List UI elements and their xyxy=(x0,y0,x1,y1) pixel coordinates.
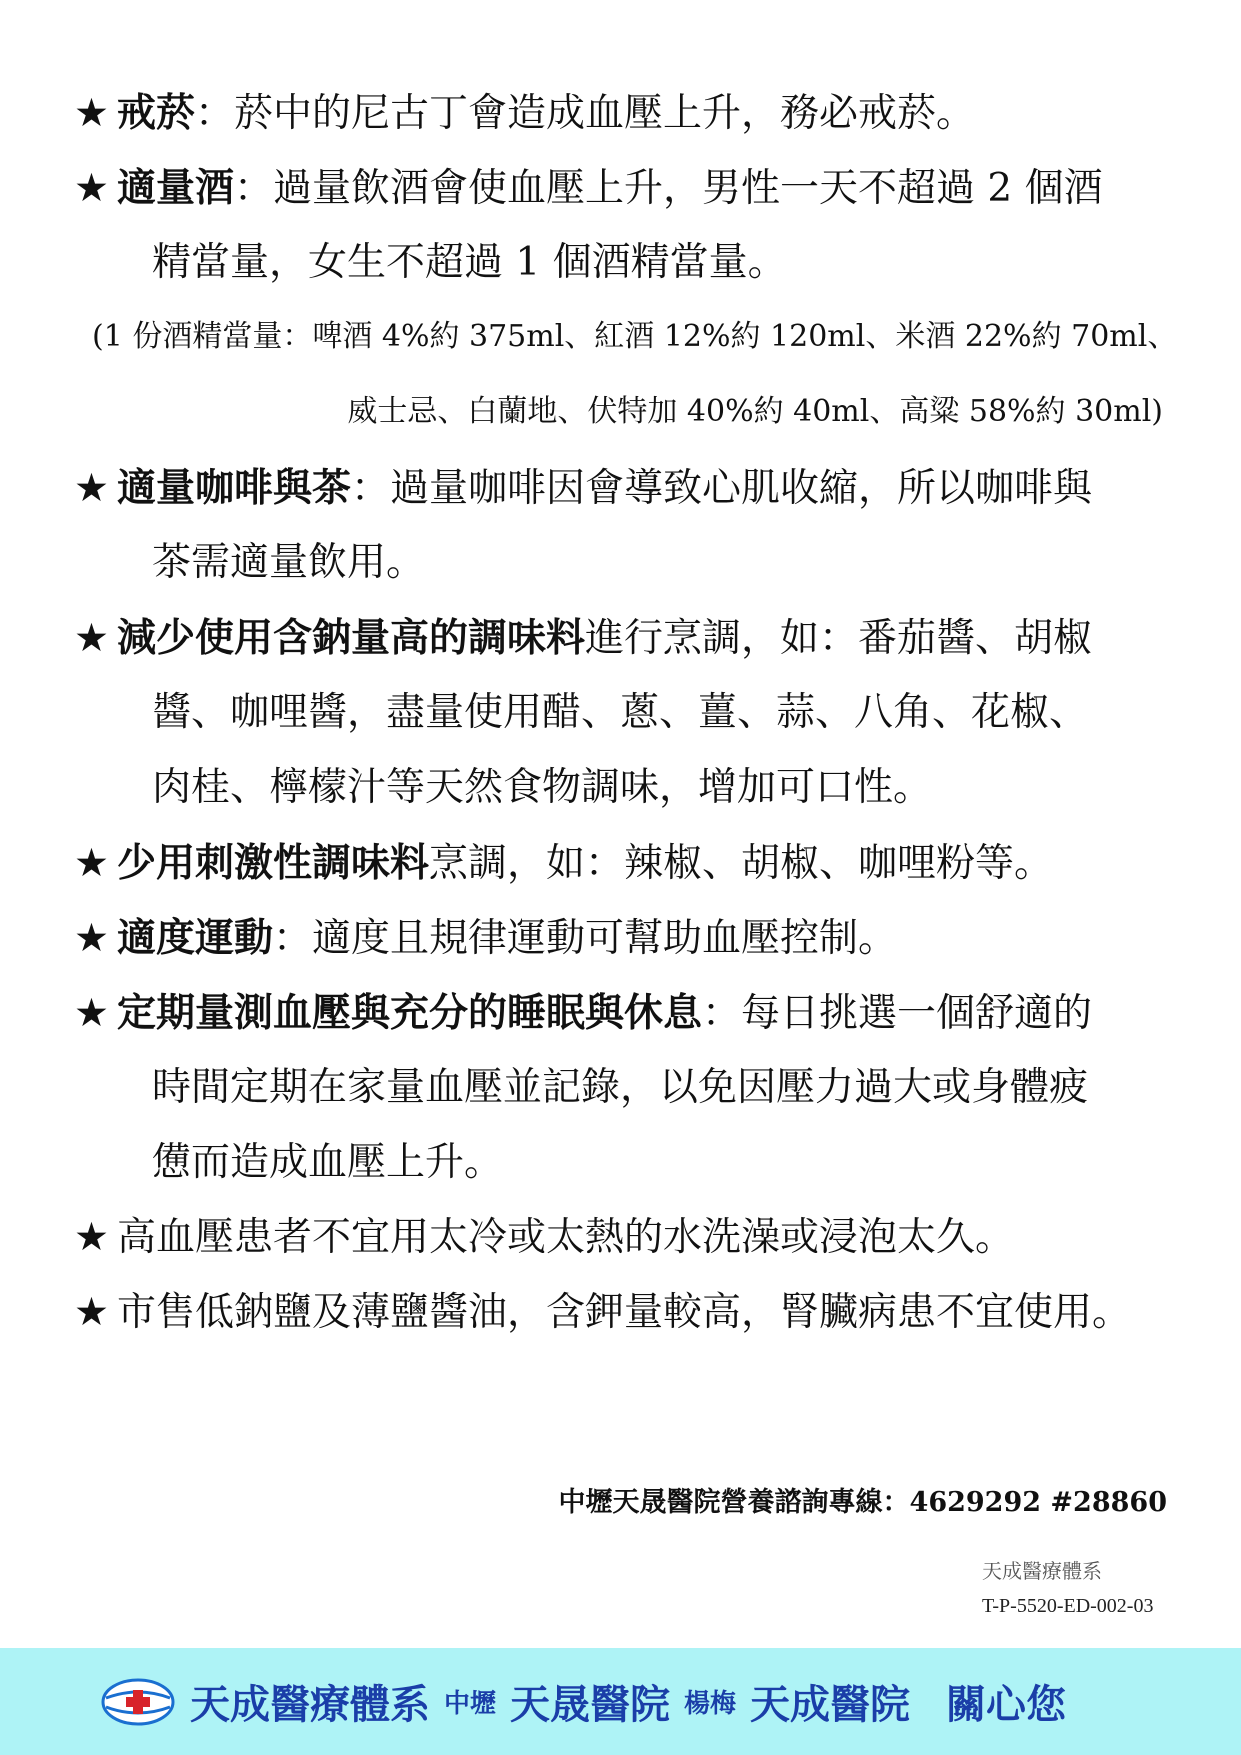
location-zhongli: 中壢 xyxy=(444,1689,497,1719)
item-text: ：過量咖啡因會導致心肌收縮，所以咖啡與 xyxy=(350,466,1092,511)
item-text: 高血壓患者不宜用太冷或太熱的水洗澡或浸泡太久。 xyxy=(116,1215,1014,1260)
item-title: 適量酒 xyxy=(116,165,234,211)
item-low-sodium-salt xyxy=(74,1287,1167,1339)
item-continuation: 憊而造成血壓上升。 xyxy=(152,1140,504,1185)
item-reduce-sodium xyxy=(74,612,1167,665)
item-exercise xyxy=(74,912,1167,965)
item-continuation: 醬、咖哩醬，盡量使用醋、蔥、薑、蒜、八角、花椒、 xyxy=(152,690,1089,735)
footer-banner xyxy=(0,1648,1241,1755)
item-text: 市售低鈉鹽及薄鹽醬油，含鉀量較高，腎臟病患不宜使用。 xyxy=(116,1290,1131,1335)
item-bathing xyxy=(74,1212,1167,1264)
item-continuation: 精當量，女生不超過 1 個酒精當量。 xyxy=(152,240,787,285)
item-measure-bp xyxy=(74,987,1167,1040)
item-title: 戒菸 xyxy=(116,90,195,136)
star-icon: ★ xyxy=(74,916,109,961)
item-text: ：每日挑選一個舒適的 xyxy=(701,991,1092,1036)
item-text: ：適度且規律運動可幫助血壓控制。 xyxy=(272,916,897,961)
system-label: 天成醫療體系 xyxy=(982,1559,1102,1583)
item-title: 減少使用含鈉量高的調味料 xyxy=(116,615,585,661)
document-code: T-P-5520-ED-002-03 xyxy=(982,1595,1154,1617)
item-title: 定期量測血壓與充分的睡眠與休息 xyxy=(116,990,702,1036)
star-icon: ★ xyxy=(74,841,109,886)
item-moderate-alcohol xyxy=(74,162,1167,215)
group-name: 天成醫療體系 xyxy=(190,1682,430,1728)
star-icon: ★ xyxy=(74,991,109,1036)
item-text: ：菸中的尼古丁會造成血壓上升，務必戒菸。 xyxy=(194,91,975,136)
star-icon: ★ xyxy=(74,1290,109,1335)
item-continuation: 肉桂、檸檬汁等天然食物調味，增加可口性。 xyxy=(152,765,933,810)
item-continuation: 茶需適量飲用。 xyxy=(152,540,426,585)
item-text: 進行烹調，如：番茄醬、胡椒 xyxy=(584,616,1092,661)
closing-text: 關心您 xyxy=(946,1682,1067,1728)
item-quit-smoking xyxy=(74,87,1167,140)
alcohol-note-line2: 威士忌、白蘭地、伏特加 40%約 40ml、高粱 58%約 30ml) xyxy=(347,394,1163,429)
item-text: ：過量飲酒會使血壓上升，男性一天不超過 2 個酒 xyxy=(233,166,1103,211)
item-continuation: 時間定期在家量血壓並記錄，以免因壓力過大或身體疲 xyxy=(152,1065,1089,1110)
hospital-name-2: 天成醫院 xyxy=(750,1682,911,1728)
star-icon: ★ xyxy=(74,166,109,211)
item-title: 適量咖啡與茶 xyxy=(116,465,351,511)
location-yangmei: 楊梅 xyxy=(684,1689,737,1719)
star-icon: ★ xyxy=(74,91,109,136)
star-icon: ★ xyxy=(74,616,109,661)
item-title: 少用刺激性調味料 xyxy=(116,840,429,886)
star-icon: ★ xyxy=(74,466,109,511)
item-text: 烹調，如：辣椒、胡椒、咖哩粉等。 xyxy=(428,841,1053,886)
hospital-name-1: 天晟醫院 xyxy=(510,1682,671,1728)
item-coffee-tea xyxy=(74,462,1167,515)
hospital-logo-icon xyxy=(100,1676,176,1728)
item-less-spicy xyxy=(74,837,1167,890)
hotline: 中壢天晟醫院營養諮詢專線：4629292 #28860 xyxy=(558,1487,1167,1518)
star-icon: ★ xyxy=(74,1215,109,1260)
item-title: 適度運動 xyxy=(116,915,273,961)
alcohol-note-line1: (1 份酒精當量：啤酒 4%約 375ml、紅酒 12%約 120ml、米酒 22%約 70ml、 xyxy=(92,319,1178,354)
